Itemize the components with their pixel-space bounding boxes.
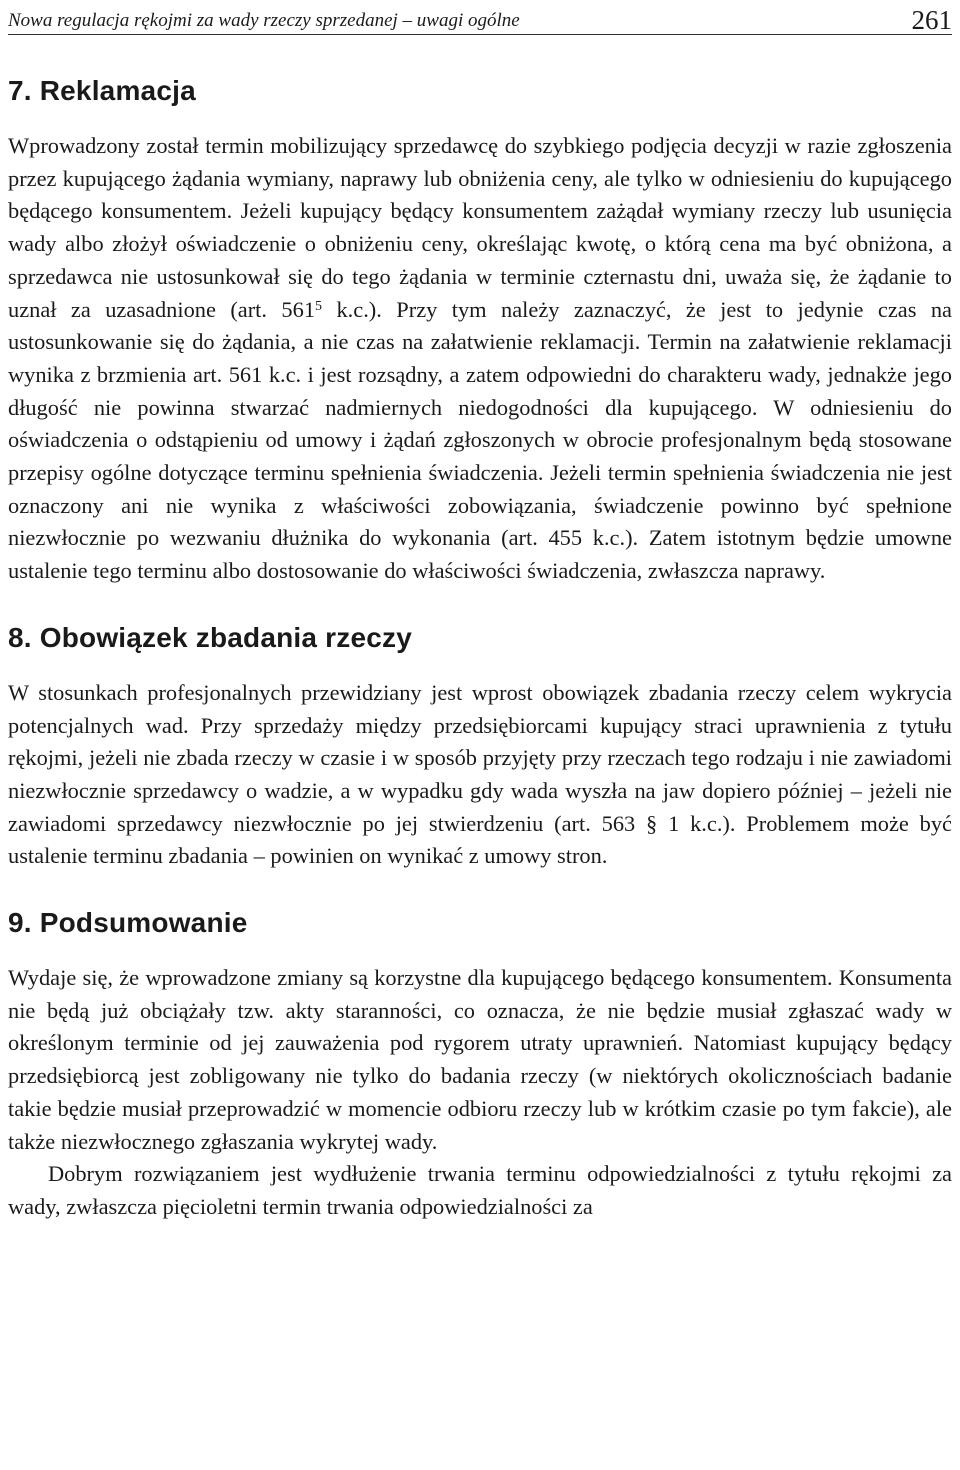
paragraph: Wydaje się, że wprowadzone zmiany są korzystne dla kupującego będącego konsumentem. Konsumenta nie będą już obciążały tzw. akty staranności, co oznacza, że nie będzie musiał zgłaszać wady w określonym terminie od jej zauważenia pod rygorem utraty uprawnień. Natomiast kupujący będący przedsiębiorcą jest zobligowany nie tylko do badania rzeczy (w niektórych okolicznościach badanie takie będzie musiał przeprowadzić w momencie odbioru rzeczy lub w krótkim czasie po tym fakcie), ale także niezwłocznego zgłaszania wykrytej wady. (8, 965, 952, 1154)
section-podsumowanie (8, 907, 952, 1224)
page-number: 261 (911, 5, 952, 35)
section-heading: 7. Reklamacja (8, 75, 196, 106)
section-obowiazek-zbadania (8, 622, 952, 873)
paragraph: W stosunkach profesjonalnych przewidziany jest wprost obowiązek zbadania rzeczy celem wykrycia potencjalnych wad. Przy sprzedaży między przedsiębiorcami kupujący straci uprawnienia z tytułu rękojmi, jeżeli nie zbada rzeczy w czasie i w sposób przyjęty przy rzeczach tego rodzaju i nie zawiadomi niezwłocznie sprzedawcy o wadzie, a w wypadku gdy wada wyszła na jaw dopiero później – jeżeli nie zawiadomi sprzedawcy niezwłocznie po jej stwierdzeniu (art. 563 § 1 k.c.). Problemem może być ustalenie terminu zbadania – powinien on wynikać z umowy stron. (8, 679, 952, 869)
paragraph (8, 130, 952, 588)
section-heading: 9. Podsumowanie (8, 907, 248, 939)
running-header (8, 0, 952, 35)
running-title: Nowa regulacja rękojmi za wady rzeczy sprzedanej – uwagi ogólne (8, 10, 520, 31)
paragraph-text: Wprowadzony został termin mobilizujący sprzedawcę do szybkiego podjęcia decyzji w razie zgłoszenia przez kupującego żądania wymiany, naprawy lub obniżenia ceny, ale tylko w odniesieniu do kupującego będącego konsumentem. Jeżeli kupujący będący konsumentem zażądał wymiany rzeczy lub usunięcia wady albo złożył oświadczenie o obniżeniu ceny, określając kwotę, o którą cena ma być obniżona, a sprzedawca nie ustosunkował się do tego żądania w terminie czternastu dni, uważa się, że żądanie to uznał za uzasadnione (art. 561 (8, 133, 952, 322)
paragraph: Dobrym rozwiązaniem jest wydłużenie trwania terminu odpowiedzialności z tytułu rękojmi za wady, zwłaszcza pięcioletni termin trwania odpowiedzialności za (8, 1161, 952, 1219)
section-reklamacja (8, 75, 952, 588)
paragraph-text: k.c.). Przy tym należy zaznaczyć, że jest to jedynie czas na ustosunkowanie się do żądania, a nie czas na załatwienie reklamacji. Termin na załatwienie reklamacji wynika z brzmienia art. 561 k.c. i jest rozsądny, a zatem odpowiedni do charakteru wady, jednakże jego długość nie powinna stwarzać nadmiernych niedogodności dla kupującego. W odniesieniu do oświadczenia o odstąpieniu od umowy i żądań zgłoszonych w obrocie profesjonalnym będą stosowane przepisy ogólne dotyczące terminu spełnienia świadczenia. Jeżeli termin spełnienia świadczenia nie jest oznaczony ani nie wynika z właściwości zobowiązania, świadczenie powinno być spełnione niezwłocznie po wezwaniu dłużnika do wykonania (art. 455 k.c.). Zatem istotnym będzie umowne ustalenie tego terminu albo dostosowanie do właściwości świadczenia, zwłaszcza naprawy. (8, 296, 952, 584)
superscript: 5 (315, 298, 323, 314)
document-page (8, 0, 952, 1224)
section-heading: 8. Obowiązek zbadania rzeczy (8, 621, 412, 653)
